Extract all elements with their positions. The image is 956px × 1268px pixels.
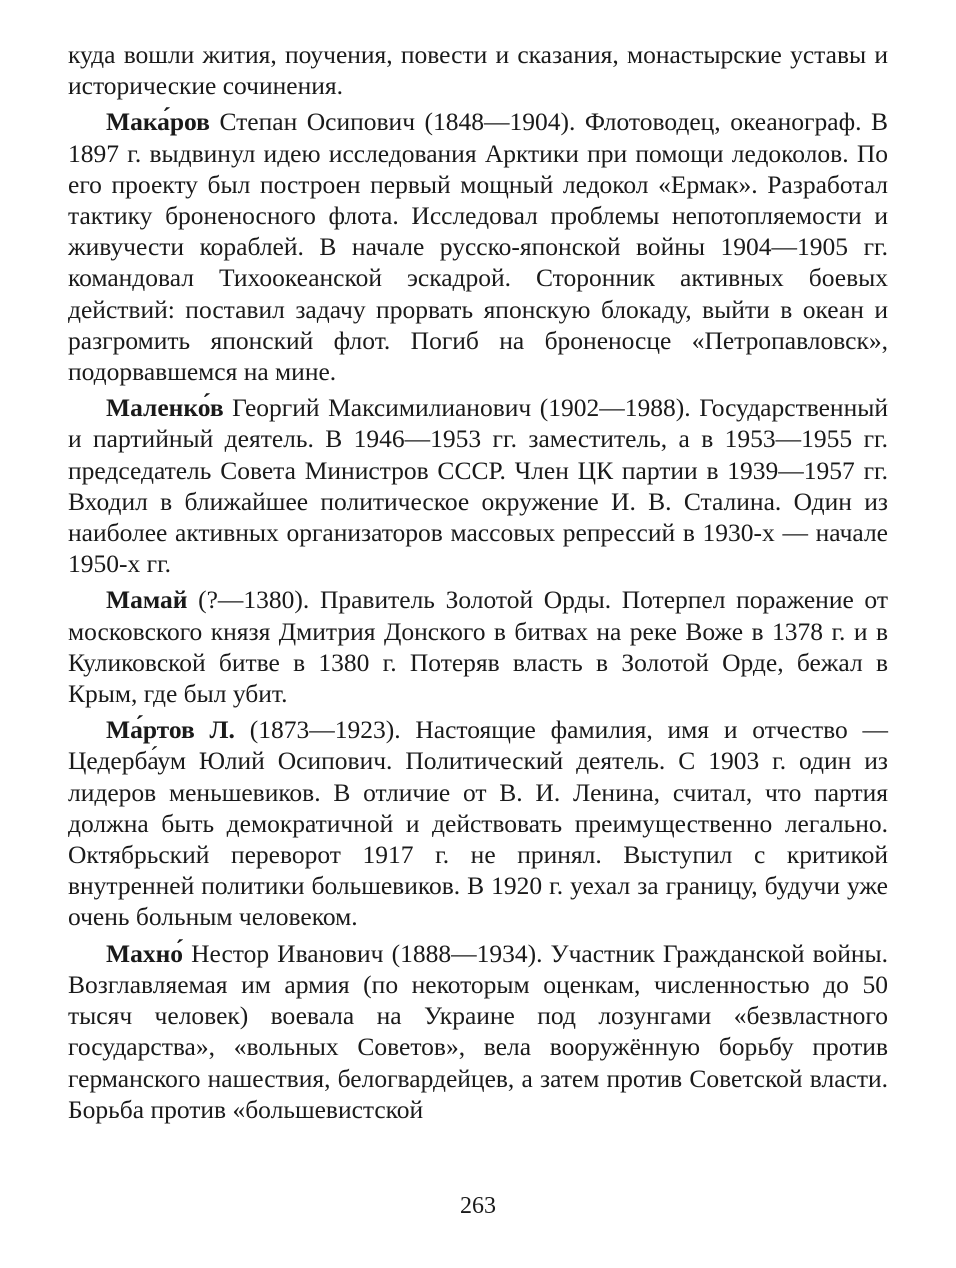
- entry-name: Маленко́в: [106, 393, 224, 423]
- entry-mamai: [68, 584, 888, 709]
- entry-name: Мака́ров: [106, 107, 210, 137]
- entry-text: Георгий Максимилианович (1902—1988). Государственный и партийный деятель. В 1946—1953 гг. заместитель, а в 1953—1955 гг. председатель Совета Министров СССР. Член ЦК партии в 1939—1957 гг. Входил в ближайшее политическое окружение И. В. Сталина. Один из наиболее активных организаторов массовых репрессий в 1930-х — начале 1950-х гг.: [68, 393, 888, 579]
- paragraph-text: куда вошли жития, поучения, повести и сказания, монастырские уставы и исторические сочинения.: [68, 40, 888, 101]
- page-number: 263: [460, 1193, 496, 1219]
- entry-name: Ма́ртов Л.: [106, 715, 235, 745]
- entry-name: Махно́: [106, 938, 184, 968]
- entry-name: Мамай: [106, 585, 188, 615]
- entry-makhno: [68, 938, 888, 1125]
- entry-martov: [68, 714, 888, 932]
- entry-text: Степан Осипович (1848—1904). Флотоводец, океанограф. В 1897 г. выдвинул идею исследования Арктики при помощи ледоколов. По его проекту был построен первый мощный ледокол «Ермак». Разработал тактику броненосного флота. Исследовал проблемы непотопляемости и живучести кораблей. В начале русско-японской войны 1904—1905 гг. командовал Тихоокеанской эскадрой. Сторонник активных боевых действий: поставил задачу прорвать японскую блокаду, выйти в океан и разгромить японский флот. Погиб на броненосце «Петропавловск», подорвавшемся на мине.: [68, 107, 888, 387]
- entry-text: Нестор Иванович (1888—1934). Участник Гражданской войны. Возглавляемая им армия (по некоторым оценкам, численностью до 50 тысяч человек) воевала на Украине под лозунгами «безвластного государства», «вольных Советов», вела вооружённую борьбу против германского нашествия, белогвардейцев, а затем против Советской власти. Борьба против «большевистской: [68, 938, 888, 1124]
- entry-text: (1873—1923). Настоящие фамилия, имя и отчество — Цедерба́ум Юлий Осипович. Политический деятель. С 1903 г. один из лидеров меньшевиков. В отличие от В. И. Ленина, считал, что партия должна быть демократичной и действовать преимущественно легально. Октябрьский переворот 1917 г. не принял. Выступил с критикой внутренней политики большевиков. В 1920 г. уехал за границу, будучи уже очень больным человеком.: [68, 715, 888, 932]
- entry-text: (?—1380). Правитель Золотой Орды. Потерпел поражение от московского князя Дмитрия Донского в битвах на реке Воже в 1378 г. и в Куликовской битве в 1380 г. Потеряв власть в Золотой Орде, бежал в Крым, где был убит.: [68, 585, 888, 709]
- entry-malenkov: [68, 392, 888, 579]
- page-text: [68, 39, 888, 1130]
- entry-makarov: [68, 106, 888, 387]
- paragraph-continuation: [68, 39, 888, 101]
